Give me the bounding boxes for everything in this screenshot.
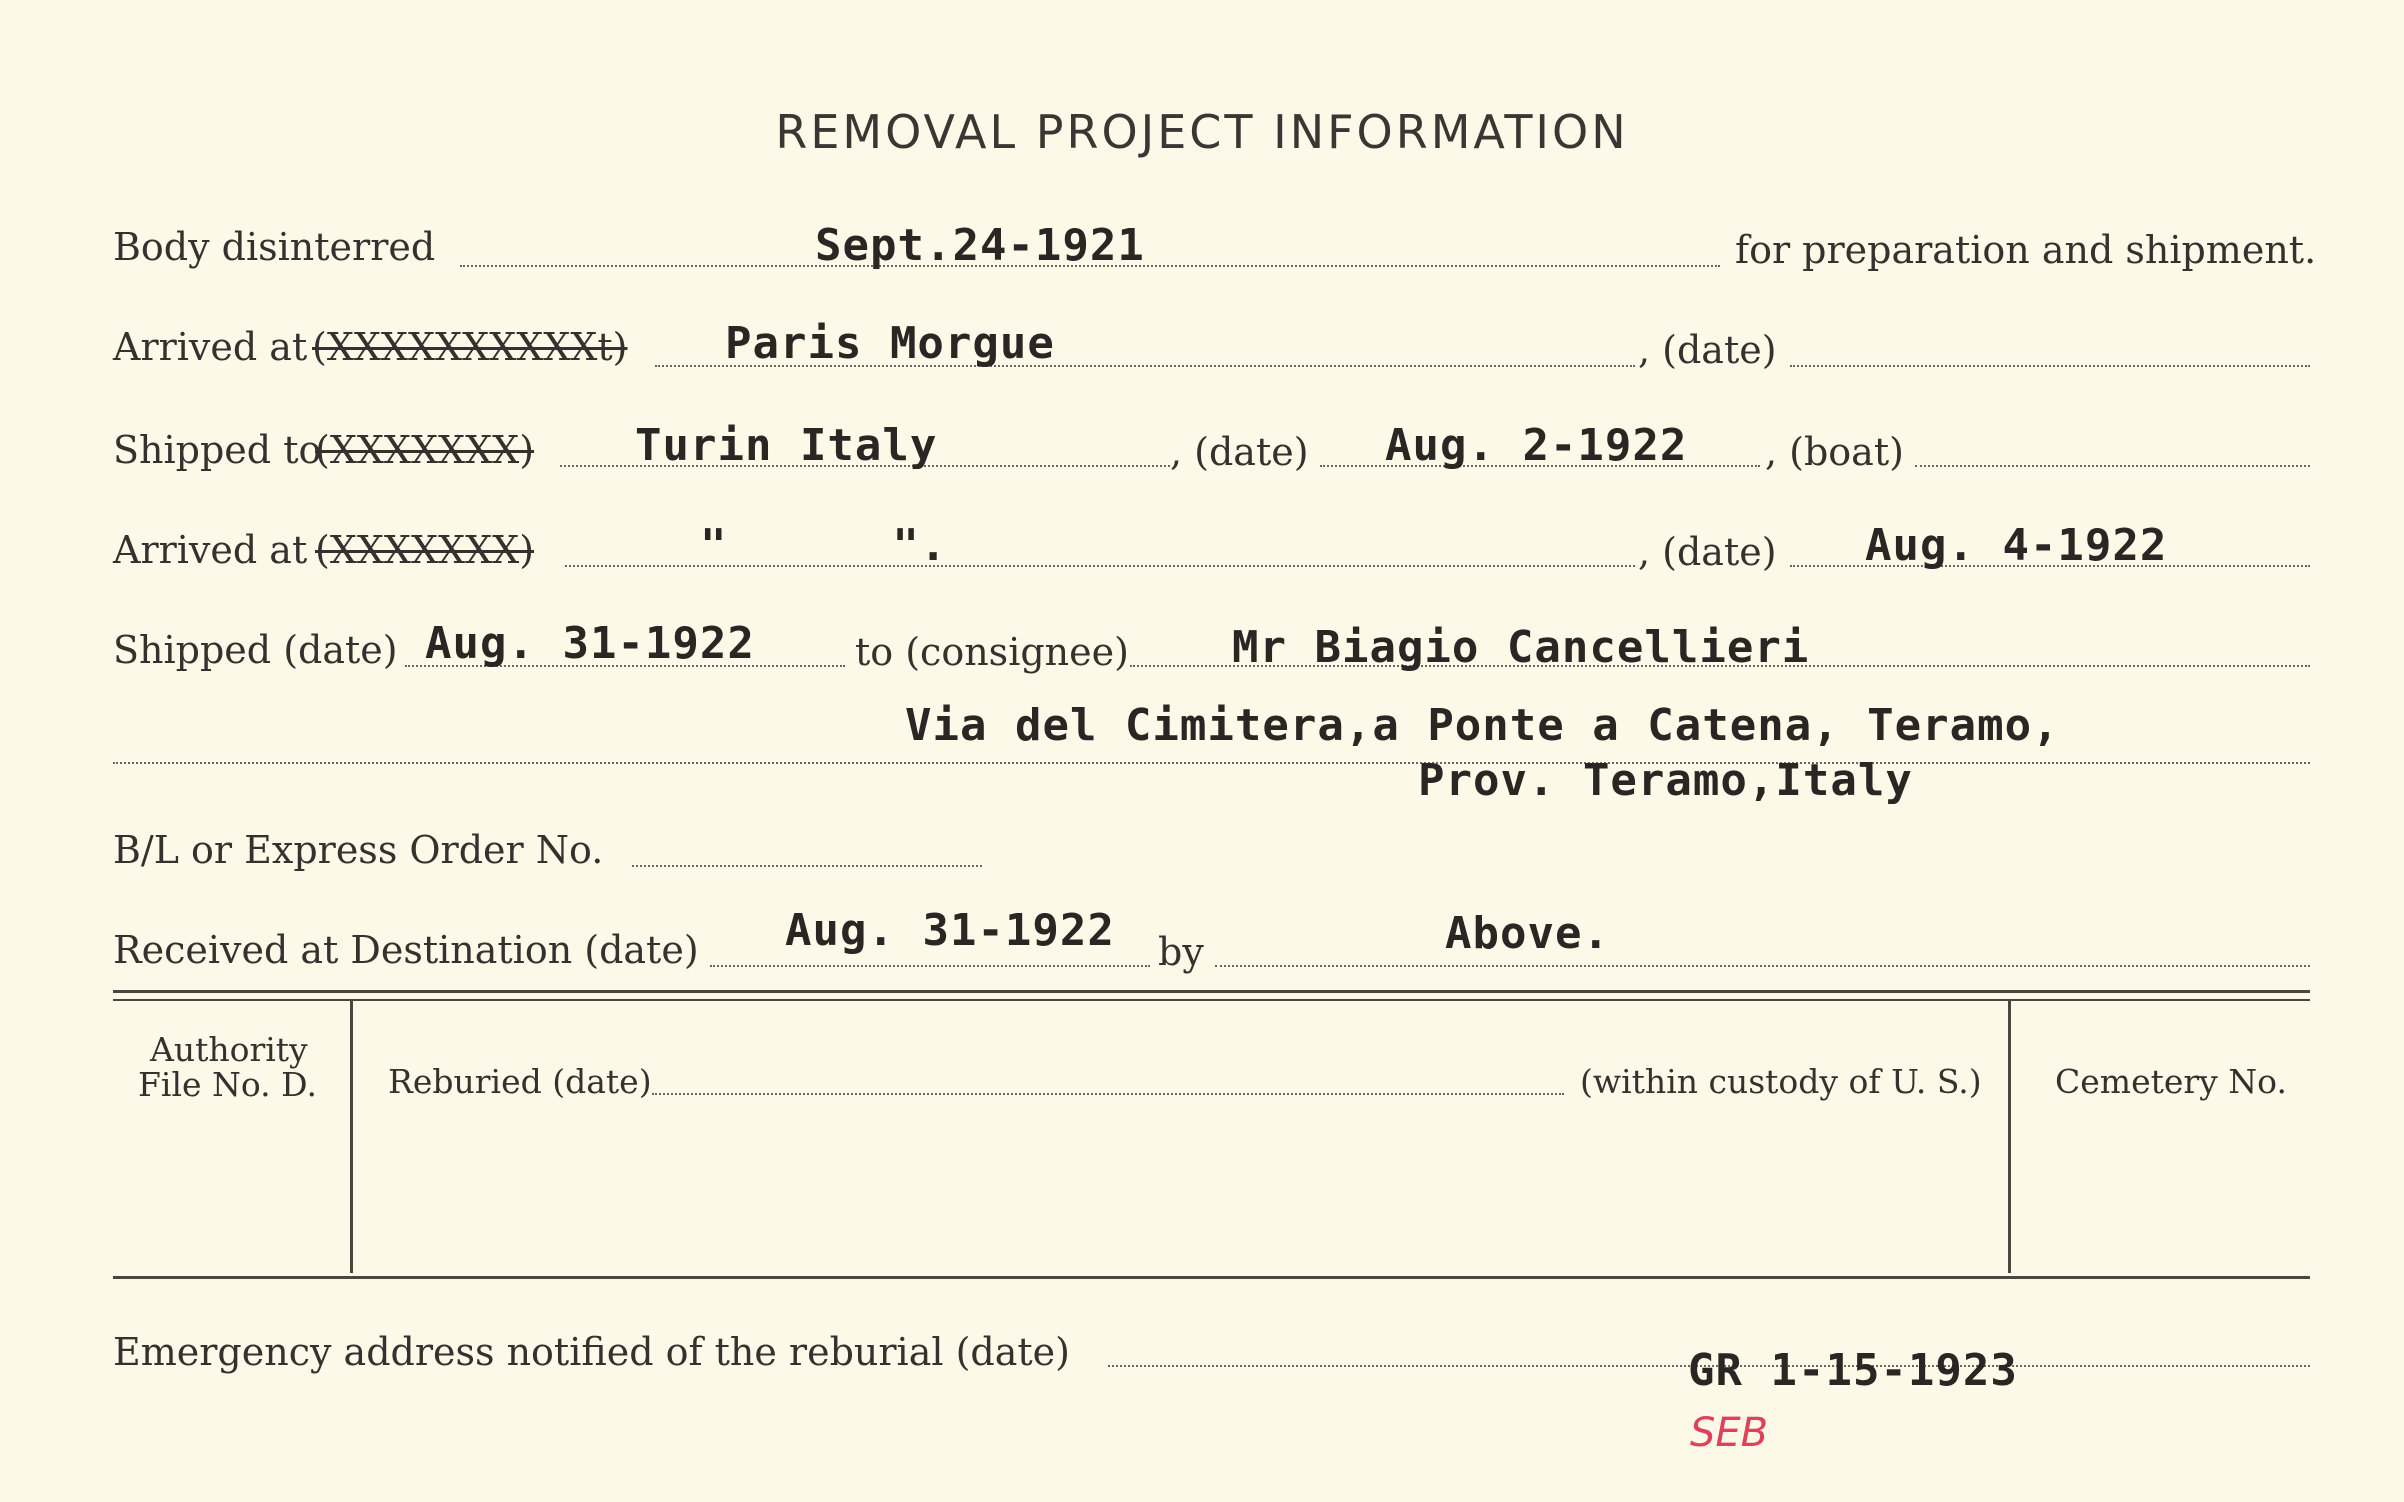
arrived-european-date-label: , (date) (1638, 328, 1777, 372)
table-divider-left (350, 1001, 353, 1273)
table-bottom-border (113, 1276, 2310, 1279)
reburied-line (652, 1093, 1564, 1095)
shipped-date-label: Shipped (date) (113, 628, 398, 672)
custody-label: (within custody of U. S.) (1580, 1062, 1982, 1101)
received-by-line (1215, 965, 2310, 967)
arrived-european-value: Paris Morgue (725, 318, 1055, 369)
received-date-value: Aug. 31-1922 (785, 905, 1115, 956)
received-label: Received at Destination (date) (113, 928, 699, 972)
body-disinterred-suffix: for preparation and shipment. (1735, 228, 2317, 272)
shipped-date-value: Aug. 31-1922 (425, 618, 755, 669)
body-disinterred-value: Sept.24-1921 (815, 220, 1145, 271)
body-disinterred-label: Body disinterred (113, 225, 436, 269)
authority-label-line2: File No. D. (138, 1065, 317, 1104)
address-line (113, 762, 2310, 764)
table-top-border-inner (113, 999, 2310, 1001)
bl-order-label: B/L or Express Order No. (113, 828, 604, 872)
consignee-value: Mr Biagio Cancellieri (1232, 622, 1810, 673)
arrived-european-struck: (XXXXXXXXXXt) (312, 325, 628, 369)
emergency-label: Emergency address notified of the reburial (date) (113, 1330, 1070, 1374)
consignee-address-line2: Prov. Teramo,Italy (1418, 755, 1913, 806)
received-by-label: by (1158, 930, 1204, 974)
arrived-port-date-value: Aug. 4-1922 (1865, 520, 2168, 571)
arrived-port-struck: (XXXXXXX) (315, 528, 535, 572)
shipped-to-boat-label: , (boat) (1765, 430, 1904, 474)
emergency-value: GR 1-15-1923 (1688, 1345, 2018, 1396)
received-date-line (710, 965, 1150, 967)
shipped-to-label: Shipped to (113, 428, 322, 472)
card-title: REMOVAL PROJECT INFORMATION (775, 105, 1629, 159)
shipped-to-value: Turin Italy (635, 420, 938, 471)
initials-signature: SEB (1690, 1410, 1769, 1456)
reburied-label: Reburied (date) (388, 1062, 652, 1101)
arrived-port-value: " ". (700, 520, 948, 571)
shipped-to-date-value: Aug. 2-1922 (1385, 420, 1688, 471)
bl-order-line (632, 865, 982, 867)
arrived-port-label: Arrived at (113, 528, 308, 572)
shipped-to-struck: (XXXXXXX) (315, 428, 535, 472)
received-by-value: Above. (1445, 908, 1610, 959)
authority-label-line1: Authority (150, 1030, 308, 1069)
shipped-to-boat-line (1915, 465, 2310, 467)
table-divider-right (2008, 1001, 2011, 1273)
cemetery-no-label: Cemetery No. (2055, 1062, 2287, 1101)
shipped-to-date-label: , (date) (1170, 430, 1309, 474)
table-top-border (113, 990, 2310, 993)
consignee-label: to (consignee) (855, 630, 1129, 674)
consignee-address-line1: Via del Cimitera,a Ponte a Catena, Teramo, (905, 700, 2060, 751)
arrived-european-label: Arrived at (113, 325, 308, 369)
arrived-european-date-line (1790, 365, 2310, 367)
arrived-port-date-label: , (date) (1638, 530, 1777, 574)
